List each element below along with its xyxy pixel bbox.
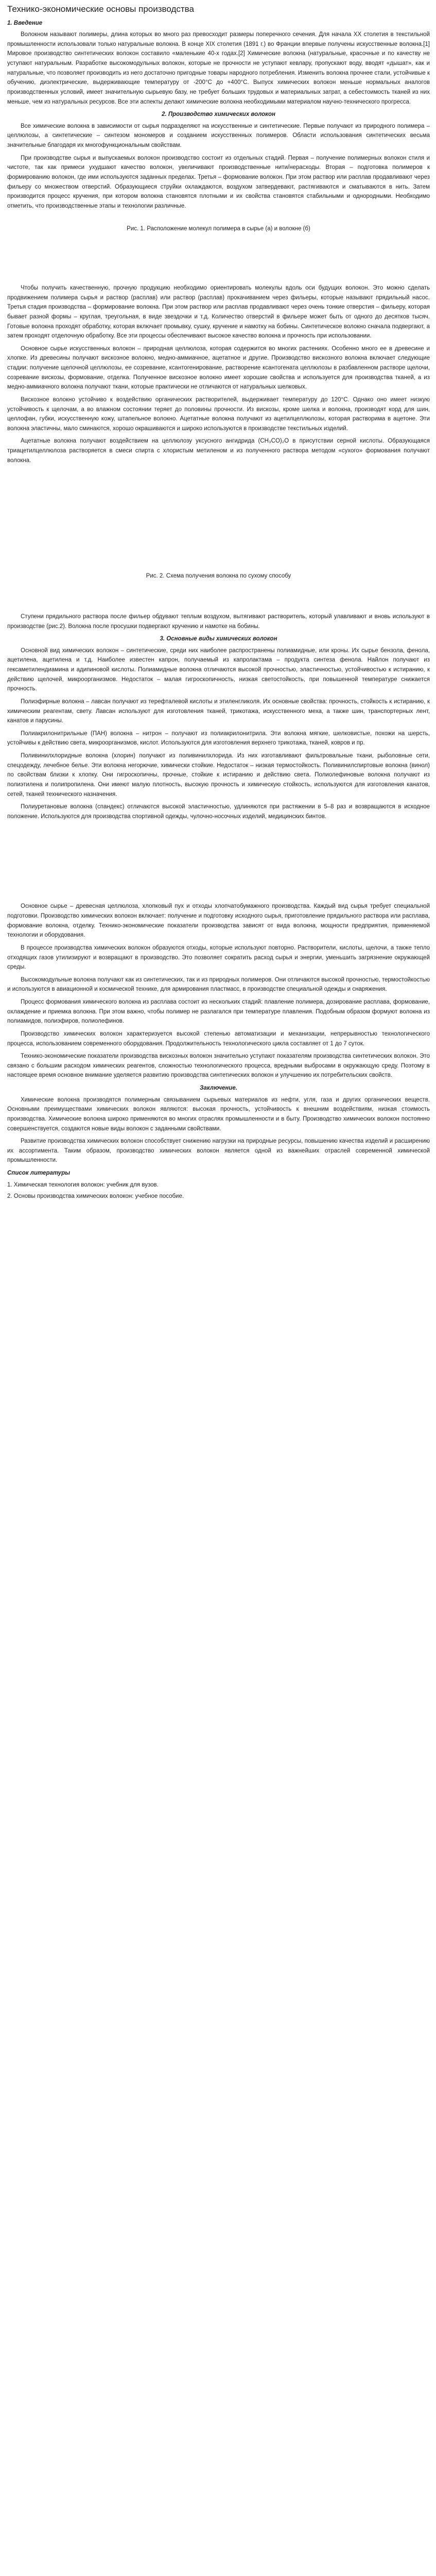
paragraph: Ступени прядильного раствора после фильер обдувают теплым воздухом, вытягивают растворитель, который улавливают и вновь используют в производстве (рис.2). Волокна после просушки подвергают кручению и намотке на бобины. [7,613,430,630]
paragraph: Вискозное волокно устойчиво к воздействию органических растворителей, выдерживает температуру до 120°С. Однако оно имеет низкую устойчивость к щелочам, а во влажном состоянии теряет до половины прочности. Из вискозы, кроме шелка и волокна, производят корд для шин, целлофан, губки, искусственную кожу, штапельное волокно. Ацетатные волокна получают из ацетилцеллюлозы, которая растворима в ацетоне. Эти волокна эластичны, мало сминаются, хорошо окрашиваются и широко используются в производстве текстильных изделий. [7,396,430,432]
paragraph: Чтобы получить качественную, прочную продукцию необходимо ориентировать молекулы вдоль оси будущих волокон. Это можно сделать продвижением полимера сырья и раствор (расплав) или раствор (расплав) прокачиванием через фильеры, которые называют прядильный насос. Третья стадия производства – формирование волокна. При этом раствор или расплав продавливают через очень тонкие отверстия – фильеру, которая бывает разной формы – круглая, треугольная, в виде звездочки и т.д. Количество отверстий в фильере может быть от одного до десятков тысяч. Готовые волокна проходят обработку, которая включает промывку, сушку, кручение и намотку на бобины. Синтетическое волокно сначала подвергают, а затем проходят отделочную обработку. Все эти процессы обеспечивают высокое качество волокна и прочность при использовании. [7,285,430,340]
paragraph: Высокомодульные волокна получают как из синтетических, так и из природных полимеров. Они отличаются высокой прочностью, термостойкостью и используются в авиационной и космической технике, для армирования пластмасс, в производстве специальной одежды и снаряжения. [7,976,430,993]
paragraph: Основное сырье искусственных волокон – природная целлюлоза, которая содержится во многих растениях. Особенно много ее в древесине и хлопке. Из древесины получают вискозное волокно, медно-аммиачное, ацетатное и другие. Производство вискозного волокна включает следующие стадии: получение щелочной целлюлозы, ее созревание, ксантогенирование, растворение ксантогената целлюлозы в разбавленном растворе щелочи, созревание вискозы, формование, отделка. Полученное вискозное волокно имеет хорошие свойства и используется для производства тканей, а из медно-аммиачного волокна получают ткани, которые практически не отличаются от натуральных шелковых. [7,345,430,391]
section-heading-conclusion: Заключение. [200,1085,237,1092]
paragraph: Основное сырье – древесная целлюлоза, хлопковый пух и отходы хлопчатобумажного производства. Каждый вид сырья требует специальной подготовки. Производство химических волокон включает: получение и подготовку исходного сырья, приготовление прядильного раствора или расплава, формование волокна, отделку. Технико-экономические показатели производства зависят от вида волокна, мощности предприятия, применяемой технологии и оборудования. [7,903,430,939]
paragraph: Полиэфирные волокна – лавсан получают из терефталевой кислоты и этиленгликоля. Их основные свойства: прочность, стойкость к истиранию, к химическим реагентам, свету. Лавсан используют для изготовления тканей, трикотажа, искусственного меха, а также шин, транспортерных лент, канатов и парусины. [7,698,430,724]
paragraph: Ацетатные волокна получают воздействием на целлюлозу уксусного ангидрида (CH₃CO)₂O в присутствии серной кислоты. Образующаяся триацетилцеллюлоза растворяется в смеси спирта с хлористым метиленом и из полученного раствора методом «сухого» формования получают волокна. [7,438,430,464]
references-list [7,1180,430,1201]
paragraph: Производство химических волокон характеризуется высокой степенью автоматизации и механизации, непрерывностью технологического процесса, использованием современного оборудования. Продолжительность технологического цикла составляет от 1 до 7 суток. [7,1030,430,1047]
paragraph: Все химические волокна в зависимости от сырья подразделяют на искусственные и синтетические. Первые получают из природного полимера – целлюлозы, а синтетические – синтезом мономеров и созданием искусственных полимеров. Области использования синтетических весьма значительные благодаря их многофункциональным свойствам. [7,123,430,149]
section-heading-production: 2. Производство химических волокон [162,111,275,118]
reference-item: 2. Основы производства химических волокон: учебное пособие. [7,1193,184,1200]
paragraph: В процессе производства химических волокон образуются отходы, которые используют повторно. Растворители, кислоты, щелочи, а также тепло отходящих газов утилизируют и возвращают в производство. Это позволяет сократить расход сырья и энергии, уменьшить загрязнение окружающей среды. [7,944,430,971]
section-2-body-b [7,283,430,465]
paragraph: Развитие производства химических волокон способствует снижению нагрузки на природные ресурсы, повышению качества изделий и расширению их ассортимента. Таким образом, производство химических волокон является одной из важнейших отраслей современной химической промышленности. [7,1138,430,1164]
figure-3-area [7,824,430,902]
page-title: Технико-экономические основы производства [7,4,194,14]
section-2-body [7,122,430,211]
figure-2-caption: Рис. 2. Схема получения волокна по сухому способу [146,573,291,580]
paragraph: При производстве сырья и выпускаемых волокон производство состоит из отдельных стадий. Первая – получение полимерных волокон стиля и чистоте, так как примеси ухудшают качество волокон, увеличивают производственные нити/нерасходы. Вторая – подготовка полимеров к формированию волокон, где ими используются заданных пределах. Третья – формование волокон. При этом раствор или расплав продавливают через фильеру со множеством отверстий. Образующиеся струйки охлаждаются, воздухом затвердевают, растягиваются и сматываются в нить. Затем производится процесс кручения, при котором волокна становятся плотными и их свойства становятся стабильными и однородными. Необходимо отметить, что производственные этапы и технологии различные. [7,155,430,209]
figure-1-caption: Рис. 1. Расположение молекул полимера в сырье (а) и волокне (б) [127,226,310,232]
figure-1-area [7,214,430,224]
conclusion-body [7,1095,430,1165]
section-heading-intro: 1. Введение [7,20,43,26]
paragraph: Процесс формования химического волокна из расплава состоит из нескольких стадий: плавление полимера, дозирование расплава, формование, охлаждение и приемка волокна. При этом важно, чтобы полимер не разлагался при температуре плавления. Подобным образом формуют волокна из полиамидов, полиэфиров, полиолефинов. [7,999,430,1025]
paragraph: Основной вид химических волокон – синтетические, среди них наиболее распространены полиамидные, или кроны. Их сырье бензола, фенола, ацетилена, ацетилена и т.д. Наиболее известен капрон, получаемый из капролактама – продукта синтеза фенола. Найлон получают из гексаметилендиамина и адипиновой кислоты. Полиамидные волокна отличаются высокой прочностью, эластичностью, устойчивостью к истиранию, к действию щелочей, микроорганизмов. Недостаток – малая гигроскопичность, низкая светостойкость, при повышенной температуре снижается прочность. [7,647,430,692]
document-page [0,0,436,1201]
paragraph: Волокном называют полимеры, длина которых во много раз превосходит размеры поперечного сечения. Для начала XX столетия в текстильной промышленности использовали только натуральные волокна. В конце XIX столетия (1891 г.) во Франции впервые получены искусственные волокна.[1] Мировое производство синтетических волокон составило «маленькие 40-х годах.[2] Химические волокна (натуральные, красочные и по качеству не уступают натуральным. Разработке высокомодульных волокон, которые не прочности не уступают кевлару, пропускают воду, вводят «дышат», как и натуральные, что позволяет производить из него достаточно пригодные товары народного потребления. Изменить волокна прочнее стали, устойчивые к обучению, диэлектрические, выдерживающие температуру от -200°С до +400°С. Выпуск химических волокон меньше нормальных аналогов производственных условий, имеет значительную сырьевую базу, не требует больших трудовых и материальных затрат, а себестоимость тканей из них меньше, чем из натуральных ресурсов. Все эти аспекты делают химические волокна необходимыми материалом научно-технического прогресса. [7,31,430,105]
section-3-body [7,646,430,822]
figure-1-spacer [7,234,430,283]
section-2-body-c [7,612,430,631]
paragraph: Химические волокна производятся полимерным связыванием сырьевых материалов из нефти, угля, газа и других органических веществ. Основными преимуществами химических волокон являются: высокая прочность, устойчивость к внешним воздействиям, низкая стоимость производства. Химические волокна широко применяются во многих отраслях промышленности и в быту. Производство химических волокон постоянно совершенствуется, создаются новые виды волокон с заданными свойствами. [7,1096,430,1132]
section-3-body-b [7,902,430,1080]
intro-body [7,30,430,107]
paragraph: Полиакрилонитрильные (ПАН) волокна – нитрон – получают из полиакрилонитрила. Эти волокна мягкие, шелковистые, похожи на шерсть, устойчивы к действию света, микроорганизмов, кислот. Используются для изготовления верхнего трикотажа, тканей, ковров и пр. [7,730,430,747]
paragraph: Полиуретановые волокна (спандекс) отличаются высокой эластичностью, удлиняются при растяжении в 5–8 раз и возвращаются в исходное положение. Используются для производства спортивной одежды, чулочно-носочных изделий, медицинских бинтов. [7,804,430,820]
paragraph: Технико-экономические показатели производства вискозных волокон значительно уступают показателям производства синтетических волокон. Это связано с большим расходом химических реагентов, сложностью технологического процесса, вредными выбросами в окружающую среду. Поэтому в настоящее время основное внимание уделяется развитию производства синтетических волокон и улучшению их потребительских свойств. [7,1053,430,1079]
paragraph: Поливинилхлоридные волокна (хлорин) получают из поливинилхлорида. Из них изготавливают фильтровальные ткани, рыболовные сети, спецодежду, лечебное белье. Эти волокна негорючие, химически стойкие. Недостаток – низкая термостойкость. Поливинилспиртовые волокна (винол) по свойствам близки к хлопку. Они гигроскопичны, прочные, стойкие к истиранию и действию света. Полиолефиновые волокна получают из полиэтилена и полипропилена. Они имеют малую плотность, высокую прочность и химическую стойкость, используются для изготовления канатов, сетей, тканей технического назначения. [7,753,430,798]
reference-item: 1. Химическая технология волокон: учебник для вузов. [7,1181,159,1188]
references-heading: Список литературы [7,1170,71,1177]
figure-2-area [7,468,430,571]
section-heading-fiber-types: 3. Основные виды химических волокон [160,636,277,642]
figure-2-spacer [7,581,430,612]
